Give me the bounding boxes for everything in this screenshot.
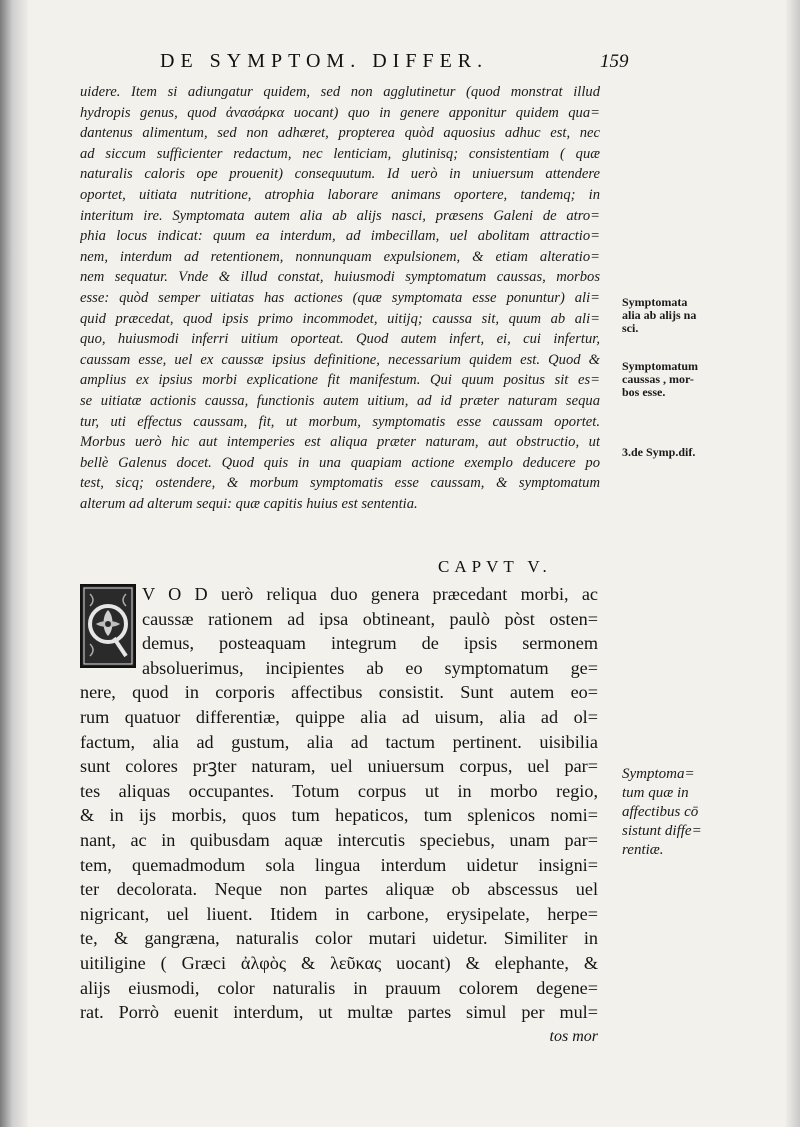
- margin-note-line: alia ab alijs na: [622, 308, 697, 322]
- main-text-line: factum, alia ad gustum, alia ad tactum pertinent. uisibilia: [80, 731, 598, 752]
- italic-text-line: tur, uti effectus caussam, fit, ut morbum, symptomatis esse caussam oportet.: [80, 413, 600, 430]
- italic-text-line: se uitiatæ actionis caussa, functionis autem uitium, ad id præter naturam sequa: [80, 392, 600, 409]
- italic-text-line: uidere. Item si adiungatur quidem, sed non agglutinetur (quod monstrat illud: [80, 84, 600, 100]
- italic-text-line: nem sequatur. Vnde & illud constat, huiusmodi symptomatum caussas, morbos: [80, 269, 600, 286]
- main-text-line: te, & gangræna, naturalis color mutari uidetur. Similiter in: [80, 928, 598, 949]
- italic-text-line: amplius ex ipsius morbi explicatione fit manifestum. Qui quum positus sit es=: [80, 372, 600, 389]
- page-edge: [786, 0, 800, 1127]
- margin-note-line: sci.: [622, 321, 639, 335]
- margin-note-line: sistunt diffe=: [622, 823, 702, 839]
- italic-text-line: dantenus alimentum, sed non adhæret, propterea quòd aquosius adhuc est, nec: [80, 125, 600, 142]
- italic-text-line: oportet, uitiata nutritione, atrophia laborare animans oportere, tandemq; in: [80, 186, 600, 203]
- margin-note-line: 3.de Symp.dif.: [622, 445, 696, 459]
- italic-text-line: test, sicq; ostendere, & morbum symptomatis esse caussam, & symptomatum: [80, 475, 600, 492]
- chapter-title: CAPVT V.: [438, 557, 552, 576]
- main-text-line: uitiligine ( Græci ἀλφὸς & λεῦκας uocant) & elephante, &: [80, 952, 598, 973]
- main-text-line: & in ijs morbis, quos tum hepaticos, tum splenicos nomi=: [80, 805, 598, 826]
- italic-text-line: phia locus indicat: quum ea interdum, ad imbecillam, uel abolitam attractio=: [80, 228, 600, 245]
- main-text-line: demus, posteaquam integrum de ipsis sermonem: [142, 633, 598, 654]
- main-text-line: caussæ rationem ad ipsa obtineant, paulò pòst osten=: [142, 608, 598, 629]
- page-number: 159: [600, 51, 629, 72]
- italic-text-line: quo, huiusmodi inferri uitium oporteat. Quod autem infert, ei, cui infertur,: [80, 331, 600, 348]
- main-text-line: absoluerimus, incipientes ab eo symptomatum ge=: [142, 657, 598, 678]
- catchword: tos mor: [549, 1027, 598, 1045]
- italic-text-line: quid præcedat, quod ipsis primo incommodet, uitijq; caussa sit, quum ab ali=: [80, 310, 600, 327]
- margin-note-line: bos esse.: [622, 385, 666, 399]
- margin-note-symptomata: [622, 296, 696, 335]
- italic-text-line: hydropis genus, quod ἀνασάρκα uocant) quo in genere apponitur quidem qua=: [80, 104, 600, 121]
- italic-text-line: interitum ire. Symptomata autem alia ab alijs nasci, præsens Galeni de atro=: [80, 207, 600, 224]
- italic-text-line: nem, interdum ad retentionem, nonnunquam expulsionem, & etiam alteratio=: [80, 248, 600, 265]
- italic-text-line: naturalis caloris ope prouenit) consequutum. Id uerò in uniuersum attendere: [80, 166, 600, 183]
- main-text-line: nigricant, uel liuent. Itidem in carbone, erysipelate, herpe=: [80, 903, 598, 924]
- margin-note-line: tum quæ in: [622, 785, 689, 801]
- main-text-line: rat. Porrò euenit interdum, ut multæ partes simul per mul=: [80, 1002, 598, 1023]
- running-head: DE SYMPTOM. DIFFER.: [160, 50, 489, 72]
- italic-text-line: esse: quòd semper uitiatas has actiones (quæ symptomata esse ponuntur) ali=: [80, 289, 600, 306]
- margin-note-line: rentiæ.: [622, 842, 664, 858]
- main-text-line: ter decolorata. Neque non partes aliquæ ob abscessus uel: [80, 879, 598, 900]
- margin-note-symptomatum-caussas: [622, 360, 698, 399]
- margin-note-reference: [622, 446, 695, 459]
- main-text-block: [80, 582, 598, 1049]
- main-text-line: nere, quod in corporis affectibus consistit. Sunt autem eo=: [80, 682, 598, 703]
- italic-text-line: alterum ad alterum sequi: quæ capitis huius est sententia.: [80, 495, 418, 512]
- italic-text-block: [80, 82, 600, 514]
- main-text-line: tem, quemadmodum sola lingua interdum uidetur insigni=: [80, 854, 598, 875]
- main-text-line: alijs eiusmodi, color naturalis in prauum colorem degene=: [80, 977, 598, 998]
- margin-note-line: Symptomata: [622, 295, 688, 309]
- main-text-line: rum quatuor differentiæ, quippe alia ad uisum, alia ad ol=: [80, 706, 598, 727]
- main-text-line: tes aliquas occupantes. Totum corpus ut in morbo regio,: [80, 780, 598, 801]
- page-gutter-shadow: [0, 0, 28, 1127]
- margin-note-line: Symptoma=: [622, 766, 695, 782]
- margin-note-line: caussas , mor-: [622, 372, 694, 386]
- italic-text-line: caussam esse, uel ex caussæ ipsius definitione, necessarium quidem est. Quod &: [80, 351, 600, 368]
- margin-note-line: affectibus cō: [622, 804, 699, 820]
- italic-text-line: ad siccum sufficienter redactum, nec lenticiam, glutinisq; consistentiam ( quæ: [80, 145, 600, 162]
- margin-note-differentiae: [622, 765, 702, 860]
- main-text-line: nant, ac in quibusdam aquæ intercutis speciebus, unam par=: [80, 829, 598, 850]
- italic-text-line: Morbus uerò hic aut intemperies est aliqua præter naturam, aut obstructio, ut: [80, 434, 600, 451]
- italic-text-line: bellè Galenus docet. Quod quis in una quapiam actione exemplo deducere po: [80, 454, 600, 471]
- main-text-line: V O D uerò reliqua duo genera præcedant morbi, ac: [142, 584, 598, 604]
- main-text-line: sunt colores prꝫter naturam, uel uniuersum corpus, uel par=: [80, 756, 598, 777]
- margin-note-line: Symptomatum: [622, 359, 699, 373]
